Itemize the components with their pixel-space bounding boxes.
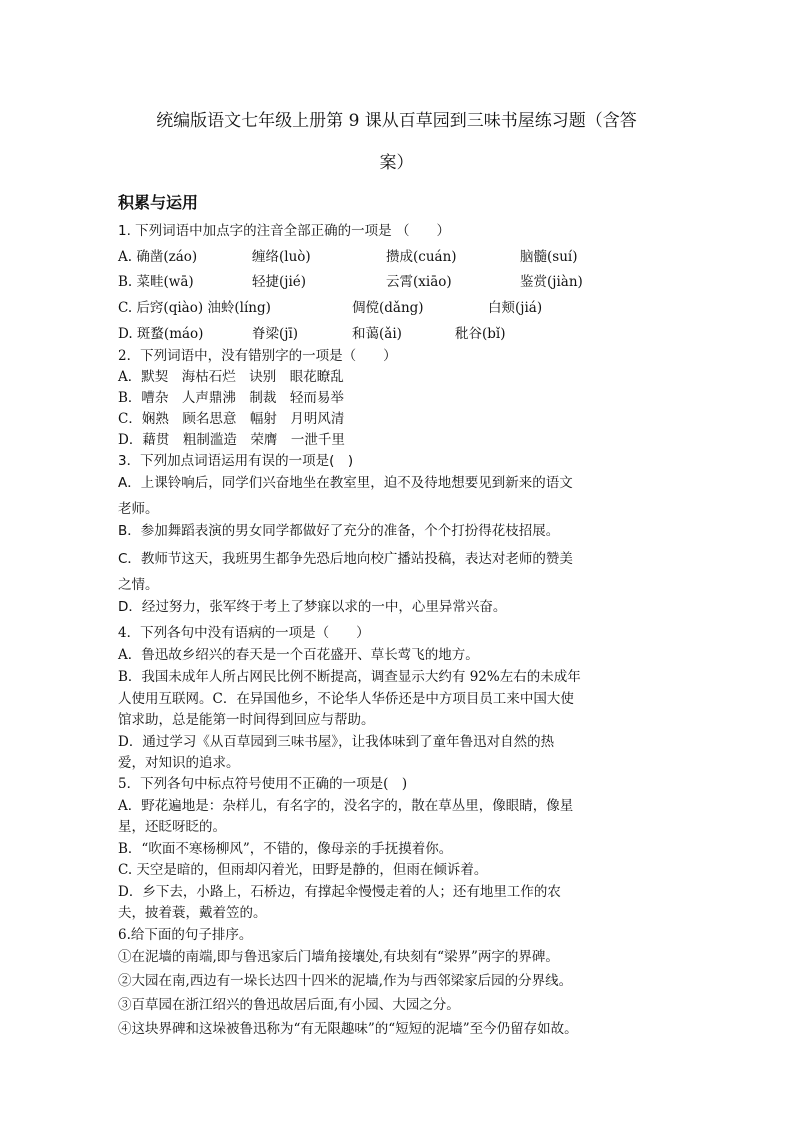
q4-option-b: B．我国未成年人所占网民比例不断提高，调查显示大约有 92%左右的未成年 — [118, 669, 581, 685]
document-title-continued: 案） — [379, 153, 414, 173]
q5-option-d-continued: 夫，披着蓑，戴着笠的。 — [118, 905, 267, 921]
q5-option-d: D．乡下去，小路上，石桥边，有撑起伞慢慢走着的人；还有地里工作的农 — [118, 884, 561, 900]
question-3-stem: 3．下列加点词语运用有误的一项是( ) — [118, 453, 354, 469]
q2-option-b: B．嘈杂 人声鼎沸 制裁 轻而易举 — [118, 390, 344, 406]
question-2-stem: 2．下列词语中，没有错别字的一项是（ ） — [118, 348, 397, 364]
section-heading: 积累与运用 — [118, 193, 199, 212]
q3-option-d: D．经过努力，张军终于考上了梦寐以求的一中，心里异常兴奋。 — [118, 599, 507, 615]
question-1-stem: 1. 下列词语中加点字的注音全部正确的一项是 （ ） — [118, 223, 450, 239]
q1-option-b-3: 云霄(xiāo) — [386, 274, 452, 290]
q5-option-b: B．“吹面不寒杨柳风”，不错的，像母亲的手抚摸着你。 — [118, 841, 453, 857]
q4-option-b-continued: 人使用互联网。C．在异国他乡，不论华人华侨还是中方项目员工来中国大使 — [118, 691, 574, 707]
q3-option-c: C．教师节这天，我班男生都争先恐后地向校广播站投稿，表达对老师的赞美 — [118, 551, 573, 567]
q6-sentence-2: ②大园在南,西边有一垛长达四十四米的泥墙,作为与西邻梁家后园的分界线。 — [118, 973, 573, 989]
q6-sentence-4: ④这块界碑和这垛被鲁迅称为“有无限趣味”的“短短的泥墙”至今仍留存如故。 — [118, 1021, 578, 1037]
q1-option-b-2: 轻捷(jié) — [252, 274, 307, 290]
question-6-stem: 6.给下面的句子排序。 — [118, 927, 253, 943]
q3-option-a-continued: 老师。 — [118, 501, 159, 517]
question-4-stem: 4．下列各句中没有语病的一项是（ ） — [118, 625, 370, 641]
q3-option-b: B．参加舞蹈表演的男女同学都做好了充分的准备，个个打扮得花枝招展。 — [118, 523, 560, 539]
q4-option-b-end: 馆求助，总是能第一时间得到回应与帮助。 — [118, 712, 375, 728]
q4-option-d-continued: 爱，对知识的追求。 — [118, 755, 240, 771]
q1-option-d-2: 脊梁(jī) — [252, 326, 299, 342]
q1-option-b-4: 鉴赏(jiàn) — [520, 274, 583, 290]
q3-option-c-continued: 之情。 — [118, 577, 159, 593]
q1-option-a-2: 缠络(luò) — [252, 249, 311, 265]
q1-option-a-4: 脑髓(suí) — [520, 249, 578, 265]
q1-option-c-3: 白颊(jiá) — [488, 300, 543, 316]
question-5-stem: 5．下列各句中标点符号使用不正确的一项是( ) — [118, 776, 408, 792]
q1-option-a-1: A. 确凿(záo) — [118, 249, 198, 265]
q2-option-d: D．藉贯 粗制滥造 荣膺 一泄千里 — [118, 432, 345, 448]
q1-option-d-1: D. 斑蝥(máo) — [118, 326, 204, 342]
q4-option-a: A．鲁迅故乡绍兴的春天是一个百花盛开、草长莺飞的地方。 — [118, 647, 479, 663]
q1-option-c-1: C. 后窍(qiào) 油蛉(líng) — [118, 300, 271, 316]
q5-option-a-continued: 星，还眨呀眨的。 — [118, 819, 226, 835]
q4-option-d: D．通过学习《从百草园到三味书屋》，让我体味到了童年鲁迅对自然的热 — [118, 734, 555, 750]
q5-option-c: C. 天空是暗的，但雨却闪着光，田野是静的，但雨在倾诉着。 — [118, 862, 488, 878]
q3-option-a: A．上课铃响后，同学们兴奋地坐在教室里，迫不及待地想要见到新来的语文 — [118, 475, 573, 491]
q2-option-c: C．娴熟 顾名思意 幅射 月明风清 — [118, 411, 345, 427]
q5-option-a: A．野花遍地是：杂样儿，有名字的，没名字的，散在草丛里，像眼睛，像星 — [118, 798, 574, 814]
q2-option-a: A．默契 海枯石烂 诀别 眼花瞭乱 — [118, 369, 344, 385]
q6-sentence-1: ①在泥墙的南端,即与鲁迅家后门墙角接壤处,有块刻有“梁界”两字的界碑。 — [118, 949, 559, 965]
q1-option-d-4: 秕谷(bǐ) — [455, 326, 506, 342]
document-title: 统编版语文七年级上册第 9 课从百草园到三味书屋练习题（含答 — [156, 111, 637, 131]
q6-sentence-3: ③百草园在浙江绍兴的鲁迅故居后面,有小园、大园之分。 — [118, 997, 460, 1013]
q1-option-a-3: 攒成(cuán) — [386, 249, 457, 265]
q1-option-c-2: 倜傥(dǎng) — [352, 300, 424, 316]
q1-option-b-1: B. 菜畦(wā) — [118, 274, 194, 290]
q1-option-d-3: 和蔼(ǎi) — [352, 326, 402, 342]
